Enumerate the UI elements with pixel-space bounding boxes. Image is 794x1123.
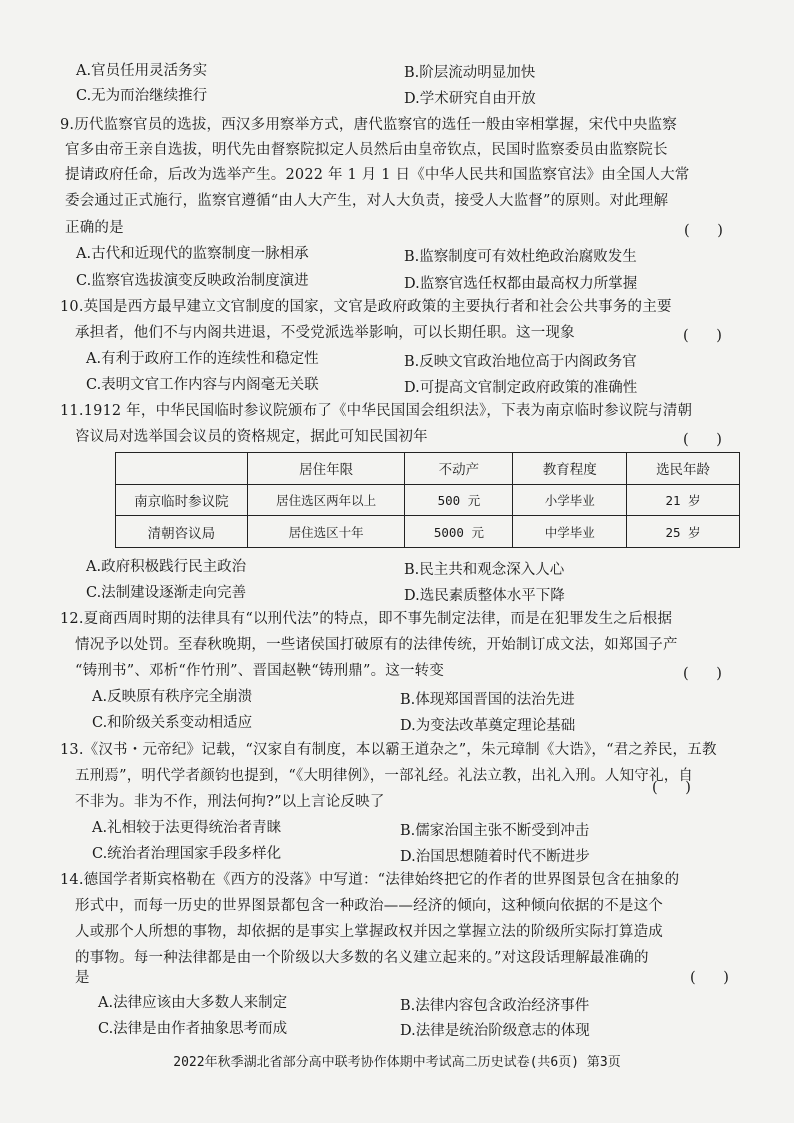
q14-line-5: 是 — [75, 970, 90, 986]
q12-line-3: “铸刑书”、邓析“作竹刑”、晋国赵鞅“铸刑鼎”。这一转变 — [75, 663, 445, 679]
q9-line-2: 官多由帝王亲自选拔，明代先由督察院拟定人员然后由皇帝钦点，民国时监察委员由监察院长 — [65, 142, 668, 158]
q11-line-2: 咨议局对选举国会议员的资格规定，据此可知民国初年 — [75, 429, 428, 445]
table-cell: 南京临时参议院 — [116, 484, 248, 516]
table-cell: 居住选区两年以上 — [247, 484, 405, 516]
q14-answer-bracket: ( ) — [690, 970, 729, 986]
table-cell: 居住选区十年 — [247, 516, 405, 548]
table-header-row — [116, 453, 740, 485]
q10-option-a: A.有利于政府工作的连续性和稳定性 — [86, 351, 319, 367]
q11-line-1: 11.1912 年，中华民国临时参议院颁布了《中华民国国会组织法》，下表为南京临时参议院与清朝 — [60, 403, 693, 419]
q14-option-b: B.法律内容包含政治经济事件 — [400, 998, 590, 1014]
q9-answer-bracket: ( ) — [684, 223, 723, 239]
q8-option-a: A.官员任用灵活务实 — [76, 63, 208, 79]
q13-option-a: A.礼相较于法更得统治者青睐 — [92, 820, 282, 836]
q9-line-4: 委会通过正式施行，监察官遵循“由人大产生，对人大负责，接受人大监督”的原则。对此理解 — [65, 193, 669, 209]
q13-line-1: 13.《汉书・元帝纪》记载，“汉家自有制度，本以霸王道杂之”，朱元璋制《大诰》，“君之养民，五教 — [60, 742, 717, 758]
q14-option-c: C.法律是由作者抽象思考而成 — [98, 1021, 288, 1037]
q13-answer-bracket: ( ) — [652, 780, 691, 796]
q11-option-c: C.法制建设逐渐走向完善 — [86, 585, 247, 601]
q12-answer-bracket: ( ) — [683, 666, 722, 682]
q12-option-b: B.体现郑国晋国的法治先进 — [400, 692, 575, 708]
table-cell: 5000 元 — [405, 516, 513, 548]
q14-line-4: 的事物。每一种法律都是由一个阶级以大多数的名义建立起来的。”对这段话理解最准确的 — [75, 950, 649, 966]
q13-option-c: C.统治者治理国家手段多样化 — [92, 846, 282, 862]
q8-option-b: B.阶层流动明显加快 — [404, 65, 536, 81]
q9-line-3: 提请政府任命，后改为选举产生。2022 年 1 月 1 日《中华人民共和国监察官法》由全国人大常 — [65, 167, 690, 183]
table-header-cell: 不动产 — [405, 453, 513, 485]
q11-answer-bracket: ( ) — [683, 432, 722, 448]
q9-line-1: 9.历代监察官员的选拔，西汉多用察举方式，唐代监察官的选任一般由宰相掌握，宋代中央监察 — [60, 117, 677, 133]
table-header-cell: 选民年龄 — [627, 453, 740, 485]
q10-answer-bracket: ( ) — [683, 328, 722, 344]
q9-option-a: A.古代和近现代的监察制度一脉相承 — [76, 246, 309, 262]
q11-option-b: B.民主共和观念深入人心 — [404, 562, 565, 578]
q8-option-c: C.无为而治继续推行 — [76, 88, 208, 104]
q12-option-c: C.和阶级关系变动相适应 — [92, 715, 253, 731]
q14-option-a: A.法律应该由大多数人来制定 — [98, 995, 288, 1011]
q12-line-2: 情况予以处罚。至春秋晚期，一些诸侯国打破原有的法律传统，开始制订成文法，如郑国子产 — [75, 637, 678, 653]
q9-option-c: C.监察官选拔演变反映政治制度演进 — [76, 273, 309, 289]
q14-line-2: 形式中，而每一历史的世界图景都包含一种政治——经济的倾向，这种倾向依据的不是这个 — [75, 898, 663, 914]
q9-option-b: B.监察制度可有效杜绝政治腐败发生 — [404, 249, 637, 265]
q10-option-b: B.反映文官政治地位高于内阁政务官 — [404, 354, 637, 370]
q10-option-d: D.可提高文官制定政府政策的准确性 — [404, 380, 638, 396]
table-row — [116, 516, 740, 548]
q10-line-1: 10.英国是西方最早建立文官制度的国家，文官是政府政策的主要执行者和社会公共事务的主要 — [60, 299, 672, 315]
q13-line-2: 五刑焉”，明代学者颜钧也提到，“《大明律例》，一部礼经。礼法立教，出礼入刑。人知守礼，自 — [75, 768, 694, 784]
table-header-cell: 教育程度 — [513, 453, 627, 485]
q13-option-d: D.治国思想随着时代不断进步 — [400, 849, 590, 865]
table-cell: 25 岁 — [627, 516, 740, 548]
table-cell: 500 元 — [405, 484, 513, 516]
q11-option-d: D.选民素质整体水平下降 — [404, 588, 565, 604]
q14-option-d: D.法律是统治阶级意志的体现 — [400, 1023, 590, 1039]
q12-option-d: D.为变法改革奠定理论基础 — [400, 718, 576, 734]
table-cell: 小学毕业 — [513, 484, 627, 516]
table-cell: 清朝咨议局 — [116, 516, 248, 548]
table-cell: 21 岁 — [627, 484, 740, 516]
q14-line-3: 人或那个人所想的事物，却依据的是事实上掌握政权并因之掌握立法的阶级所实际打算造成 — [75, 924, 663, 940]
q11-option-a: A.政府积极践行民主政治 — [86, 559, 247, 575]
table-header-cell — [116, 453, 248, 485]
q9-line-5: 正确的是 — [65, 220, 124, 236]
q11-qualification-table — [115, 452, 740, 548]
q8-option-d: D.学术研究自由开放 — [404, 91, 536, 107]
table-row — [116, 484, 740, 516]
table-cell: 中学毕业 — [513, 516, 627, 548]
q14-line-1: 14.德国学者斯宾格勒在《西方的没落》中写道：“法律始终把它的作者的世界图景包含在抽象的 — [60, 872, 680, 888]
page-footer: 2022年秋季湖北省部分高中联考协作体期中考试高二历史试卷(共6页) 第3页 — [173, 1055, 621, 1070]
q9-option-d: D.监察官选任权都由最高权力所掌握 — [404, 276, 638, 292]
q13-option-b: B.儒家治国主张不断受到冲击 — [400, 823, 590, 839]
q13-line-3: 不非为。非为不作，刑法何拘?”以上言论反映了 — [75, 794, 385, 810]
table-header-cell: 居住年限 — [247, 453, 405, 485]
q10-line-2: 承担者，他们不与内阁共进退，不受党派选举影响，可以长期任职。这一现象 — [75, 325, 575, 341]
q12-line-1: 12.夏商西周时期的法律具有“以刑代法”的特点，即不事先制定法律，而是在犯罪发生之后根据 — [60, 611, 673, 627]
q12-option-a: A.反映原有秩序完全崩溃 — [92, 689, 253, 705]
q10-option-c: C.表明文官工作内容与内阁毫无关联 — [86, 377, 319, 393]
